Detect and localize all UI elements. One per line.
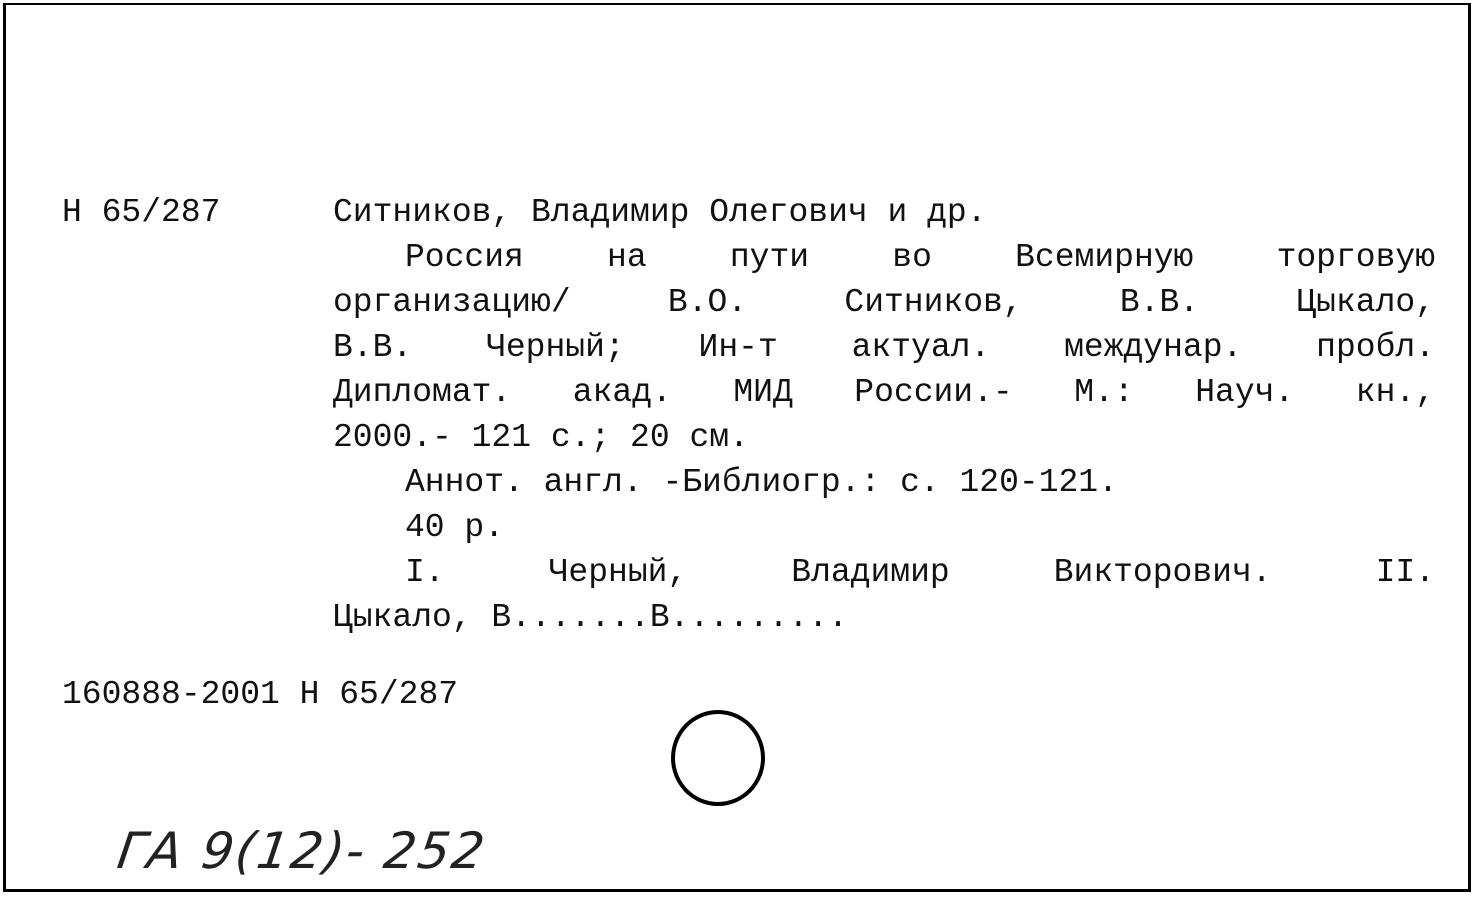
entry-line-author: Ситников, Владимир Олегович и др. — [333, 194, 987, 231]
entry-line-extent: 2000.- 121 с.; 20 см. — [333, 419, 749, 456]
bibliographic-entry — [333, 190, 1435, 640]
entry-line-publication: Дипломат. акад. МИД России.- М.: Науч. кн., — [333, 374, 1435, 411]
circle-stamp-icon — [671, 710, 765, 806]
entry-line-responsibility: организацию/ В.О. Ситников, В.В. Цыкало, — [333, 284, 1435, 321]
handwritten-note: ГА 9(12)- 252 — [113, 822, 490, 880]
entry-line-price: 40 р. — [405, 509, 505, 546]
entry-line-tracing-2: Цыкало, В.......В......... — [333, 599, 848, 636]
entry-line-title: Россия на пути во Всемирную торговую — [405, 239, 1435, 276]
entry-line-institution: В.В. Черный; Ин-т актуал. междунар. пробл. — [333, 329, 1435, 366]
shelf-mark: Н 65/287 — [62, 194, 221, 231]
entry-line-notes: Аннот. англ. -Библиогр.: с. 120-121. — [405, 464, 1118, 501]
entry-line-tracing-1: I. Черный, Владимир Викторович. II. — [405, 554, 1435, 591]
accession-number: 160888-2001 Н 65/287 — [62, 676, 459, 713]
